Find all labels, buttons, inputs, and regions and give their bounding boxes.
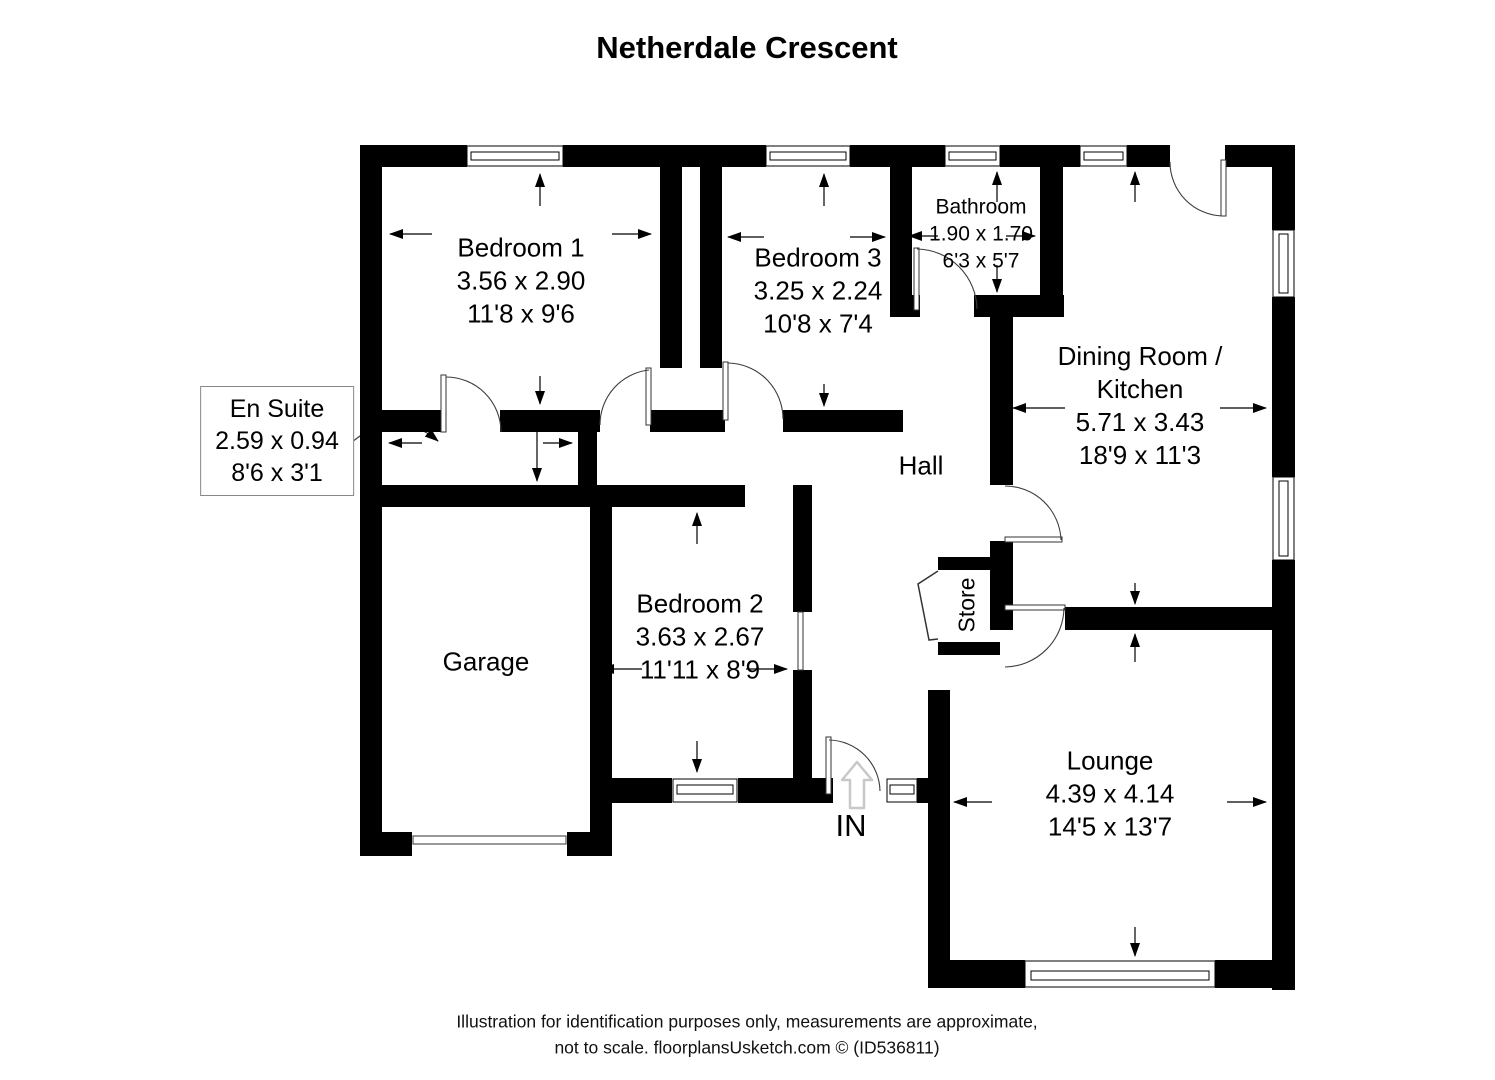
window-pane [471, 152, 559, 160]
room-label-bathroom [929, 194, 1033, 275]
window-pane [949, 152, 996, 160]
wall-segment [1272, 297, 1295, 477]
door-panel [914, 248, 919, 310]
room-size-metric: 3.63 x 2.67 [635, 621, 765, 652]
room-size-imperial: 11'11 x 8'9 [639, 654, 761, 685]
window-pane [890, 785, 914, 794]
window-pane [1279, 481, 1288, 556]
wall-segment [938, 642, 1000, 655]
room-name: Bedroom 1 [457, 232, 585, 263]
room-label-dining-kitchen [1058, 340, 1223, 472]
wall-segment [360, 832, 412, 856]
wall-segment [578, 410, 597, 500]
room-name-2: Kitchen [1096, 374, 1184, 404]
room-name: Lounge [1066, 745, 1154, 776]
room-size-metric: 4.39 x 4.14 [1045, 778, 1175, 809]
room-name: Bedroom 3 [754, 242, 882, 273]
room-size-metric: 3.25 x 2.24 [753, 275, 883, 306]
wall-segment [793, 670, 812, 778]
door-arc [1170, 162, 1223, 216]
door-panel [646, 368, 651, 425]
room-size-imperial: 10'8 x 7'4 [763, 308, 873, 339]
room-name: En Suite [229, 395, 325, 423]
door-panel [441, 375, 446, 432]
wall-segment [1040, 167, 1063, 317]
door-arc [446, 377, 501, 432]
wall-segment [1000, 145, 1080, 167]
door-arc [600, 370, 649, 425]
store-door [918, 571, 938, 640]
room-label-bedroom-3 [754, 242, 883, 341]
door-arc [728, 363, 783, 419]
wall-segment [938, 557, 1000, 570]
room-label-bedroom-1 [457, 232, 586, 331]
window-pane [1279, 234, 1288, 293]
wall-segment [1065, 607, 1272, 630]
wall-segment [650, 410, 725, 432]
room-label-hall: Hall [898, 450, 944, 481]
room-size-imperial: 6'3 x 5'7 [942, 249, 1020, 273]
wall-segment [563, 145, 766, 167]
entrance-arrow-icon [842, 762, 872, 808]
footer-disclaimer-line2: not to scale. floorplansUsketch.com © (ID536811) [554, 1037, 940, 1058]
door-panel [1005, 605, 1065, 610]
room-label-store: Store [953, 577, 980, 633]
wall-segment [1272, 145, 1295, 230]
garage-door [413, 836, 566, 844]
wall-segment [660, 167, 682, 368]
wall-segment [890, 167, 912, 317]
wall-segment [360, 485, 745, 507]
window-pane [1031, 971, 1209, 980]
wall-segment [793, 485, 812, 612]
room-size-imperial: 8'6 x 3'1 [231, 459, 323, 487]
door-panel [1221, 160, 1226, 216]
wall-segment [974, 295, 1064, 317]
wall-segment [590, 497, 612, 856]
room-label-garage: Garage [442, 646, 530, 677]
entrance-label: IN [835, 808, 867, 843]
door-arc [1005, 608, 1064, 667]
room-name: Bedroom 2 [636, 588, 764, 619]
wall-segment [382, 410, 443, 432]
room-size-imperial: 14'5 x 13'7 [1047, 811, 1173, 842]
room-name: Bathroom [935, 195, 1027, 219]
door-arc [1005, 486, 1061, 540]
room-label-en-suite [200, 386, 354, 496]
room-size-metric: 5.71 x 3.43 [1075, 407, 1205, 437]
room-size-metric: 1.90 x 1.70 [929, 222, 1033, 246]
room-size-metric: 2.59 x 0.94 [215, 427, 339, 455]
wall-segment [990, 295, 1013, 485]
room-size-imperial: 11'8 x 9'6 [467, 298, 575, 329]
wall-segment [850, 145, 945, 167]
window-pane [1084, 152, 1123, 160]
door-panel [798, 612, 803, 670]
wall-segment [1272, 560, 1295, 990]
door-panel [1005, 537, 1062, 542]
wall-segment [1127, 145, 1170, 167]
room-size-imperial: 18'9 x 11'3 [1078, 440, 1202, 470]
wall-segment [928, 690, 950, 988]
room-label-bedroom-2 [636, 588, 765, 687]
page-title: Netherdale Crescent [596, 30, 898, 65]
wall-segment [917, 778, 950, 803]
wall-segment [990, 541, 1013, 630]
footer-disclaimer-line1: Illustration for identification purposes only, measurements are approximate, [456, 1011, 1038, 1032]
window-pane [770, 152, 846, 160]
window-pane [677, 785, 733, 794]
wall-segment [700, 167, 722, 368]
wall-segment [1215, 960, 1295, 988]
room-size-metric: 3.56 x 2.90 [456, 265, 586, 296]
wall-segment [738, 778, 833, 803]
wall-segment [783, 410, 903, 432]
room-name: Dining Room / [1057, 341, 1223, 371]
door-panel [723, 362, 728, 420]
room-label-lounge [1046, 745, 1175, 844]
door-panel [826, 737, 831, 794]
